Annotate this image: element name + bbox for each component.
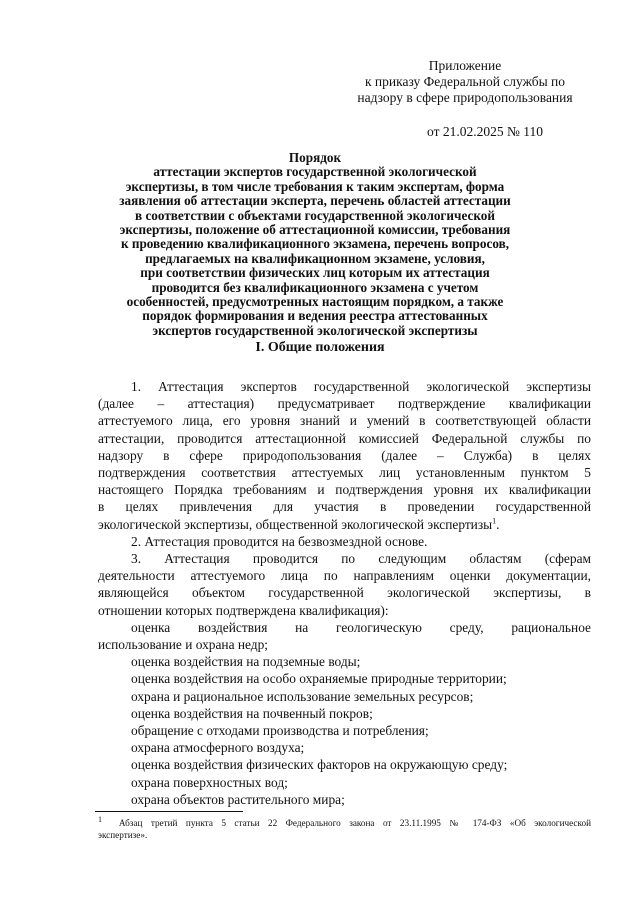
title-heading: Порядок (288, 150, 342, 165)
paragraph-1-line: подтверждения соответствия аттестуемых лиц установленным пунктом 5 (98, 465, 591, 481)
approval-line-2: к приказу Федеральной службы по (364, 74, 566, 89)
paragraph-2: 2. Аттестация проводится на безвозмездной основе. (131, 533, 428, 549)
paragraph-3-line: отношении которых подтверждена квалификация): (98, 602, 389, 618)
footnote-divider (95, 811, 243, 812)
paragraph-1-text: экологической экспертизы, общественной экологической экспертизы (98, 516, 493, 532)
title-line: в соответствии с объектами государственной экологической (135, 207, 495, 223)
list-item: оценка воздействия на подземные воды; (131, 654, 361, 670)
list-item: оценка воздействия на геологическую среду, рациональное (131, 619, 591, 635)
title-line: порядок формирования и ведения реестра аттестованных (142, 308, 488, 324)
paragraph-1-line: в целях привлечения для участия в проведении государственной (98, 499, 591, 515)
footnote-mark: 1 (98, 814, 102, 824)
list-item: обращение с отходами производства и потребления; (131, 723, 429, 739)
body-text (98, 378, 591, 808)
paragraph-1-line: надзору в сфере природопользования (далее – Служба) в целях (98, 447, 591, 463)
paragraph-1-line: (далее – аттестация) предусматривает подтверждение квалификации (98, 396, 591, 412)
list-item: оценка воздействия на особо охраняемые природные территории; (131, 671, 507, 687)
list-item: охрана объектов растительного мира; (131, 791, 345, 807)
paragraph-1-line: настоящего Порядка требованиям и подтверждения уровня их квалификации (98, 482, 591, 498)
approval-line-3: надзору в сфере природопользования (357, 90, 573, 105)
footnote (98, 814, 592, 841)
paragraph-1-line: аттестуемого лица, его уровня знаний и умений в соответствующей области (98, 413, 591, 429)
list-item: охрана и рациональное использование земельных ресурсов; (131, 688, 474, 704)
footnote-line: экспертизе». (98, 830, 148, 840)
title-line: к проведению квалификационного экзамена, перечень вопросов, (120, 236, 510, 252)
document-title (95, 151, 535, 338)
title-line: особенностей, предусмотренных настоящим порядком, а также (126, 294, 504, 310)
paragraph-3-line: деятельности аттестуемого лица по направлениям оценки документации, (98, 568, 591, 584)
list-item: охрана атмосферного воздуха; (131, 740, 305, 756)
paragraph-3-line: являющейся объектом государственной экологической экспертизы, в (98, 585, 591, 601)
approval-line-1: Приложение (428, 58, 502, 73)
list-item: оценка воздействия физических факторов на окружающую среду; (131, 757, 508, 773)
title-line: предлагаемых на квалификационном экзамене, условия, (145, 250, 485, 266)
paragraph-1-line: 1. Аттестация экспертов государственной экологической экспертизы (131, 379, 591, 394)
approval-stamp (340, 58, 590, 140)
approval-date: от 21.02.2025 № 110 (427, 124, 543, 139)
title-line: экспертов государственной экологической экспертизы (152, 322, 478, 338)
section-heading: I. Общие положения (255, 340, 385, 355)
paragraph-1-last-line: экологической экспертизы, общественной экологической экспертизы$^1$. (98, 516, 500, 532)
list-item-continuation: использование и охрана недр; (98, 637, 269, 653)
footnote-text: Абзац третий пункта 5 статьи 22 Федерального закона от 23.11.1995 № 174-ФЗ «Об экологической (118, 818, 592, 828)
paragraph-1-line: аттестации, проводится аттестационной комиссией Федеральной службы по (98, 430, 591, 446)
paragraph-3-line: 3. Аттестация проводится по следующим областям (сферам (131, 551, 591, 567)
title-line: экспертизы, положение об аттестационной комиссии, требования (119, 222, 511, 238)
title-line: заявления об аттестации эксперта, перечень областей аттестации (119, 193, 511, 209)
footnote-reference[interactable]: 1 (492, 516, 497, 526)
list-item: оценка воздействия на почвенный покров; (131, 705, 373, 721)
title-line: экспертизы, в том числе требования к таким экспертам, форма (125, 178, 505, 194)
title-line: при соответствии физических лиц которым их аттестация (140, 265, 490, 281)
title-line: аттестации экспертов государственной экологической (153, 164, 477, 180)
footnote-line (98, 814, 592, 829)
title-line: проводится без квалификационного экзамена с учетом (151, 279, 479, 295)
list-item: охрана поверхностных вод; (131, 774, 288, 790)
